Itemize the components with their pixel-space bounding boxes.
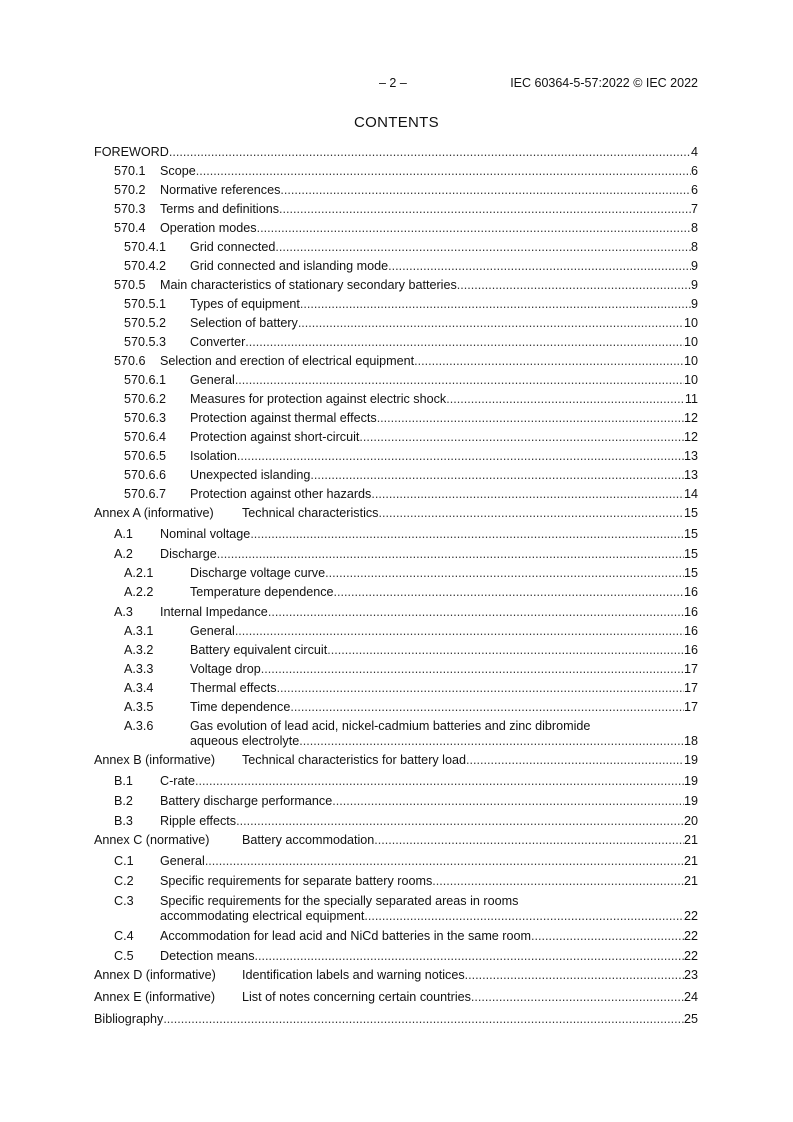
toc-entry-page: 9 xyxy=(690,259,698,273)
toc-entry-number: A.1 xyxy=(114,527,133,541)
toc-entry-title: Discharge voltage curve xyxy=(190,566,326,580)
toc-entry[interactable] xyxy=(94,221,698,236)
leader-dots xyxy=(245,335,684,350)
leader-dots xyxy=(531,929,684,944)
toc-entry-number: Annex B (informative) xyxy=(94,753,216,767)
page-number: – 2 – xyxy=(379,76,407,90)
toc-entry-number: B.3 xyxy=(114,814,133,828)
toc-entry[interactable] xyxy=(94,894,698,924)
toc-entry-page: 22 xyxy=(683,909,698,923)
toc-entry-page: 6 xyxy=(690,183,698,197)
table-of-contents xyxy=(94,145,698,1027)
leader-dots xyxy=(277,681,684,696)
toc-entry-title: Nominal voltage xyxy=(160,527,251,541)
toc-entry-number: Annex C (normative) xyxy=(94,833,210,847)
leader-dots xyxy=(235,624,684,639)
toc-entry-page: 17 xyxy=(683,662,698,676)
toc-entry[interactable] xyxy=(94,240,698,255)
toc-entry-page: 18 xyxy=(683,734,698,748)
toc-entry-page: 12 xyxy=(683,430,698,444)
leader-dots xyxy=(300,297,691,312)
toc-entry-number: Annex E (informative) xyxy=(94,990,216,1004)
toc-entry-title: Specific requirements for the specially separated areas in rooms xyxy=(160,894,519,908)
toc-entry-title: Identification labels and warning notices xyxy=(242,968,465,982)
toc-entry-title: Normative references xyxy=(160,183,281,197)
toc-entry-title: Time dependence xyxy=(190,700,291,714)
toc-entry[interactable] xyxy=(94,794,698,809)
toc-entry-page: 24 xyxy=(683,990,698,1004)
toc-entry[interactable] xyxy=(94,874,698,889)
toc-entry-page: 25 xyxy=(683,1012,698,1026)
toc-entry-number: 570.5.3 xyxy=(124,335,167,349)
toc-entry-title: Battery equivalent circuit xyxy=(190,643,328,657)
toc-entry[interactable] xyxy=(94,643,698,658)
toc-entry-page: 19 xyxy=(683,774,698,788)
leader-dots xyxy=(371,487,684,502)
toc-entry-title: Selection of battery xyxy=(190,316,298,330)
toc-entry-number: A.3.6 xyxy=(124,719,154,733)
leader-dots xyxy=(290,700,684,715)
document-id: IEC 60364-5-57:2022 © IEC 2022 xyxy=(510,76,698,90)
leader-dots xyxy=(195,774,684,789)
toc-entry-page: 19 xyxy=(683,794,698,808)
toc-entry-title: Measures for protection against electric shock xyxy=(190,392,447,406)
toc-entry[interactable] xyxy=(94,430,698,445)
leader-dots xyxy=(196,164,691,179)
toc-entry-number: 570.6.1 xyxy=(124,373,167,387)
toc-entry-number: 570.6.7 xyxy=(124,487,167,501)
toc-entry[interactable] xyxy=(94,605,698,620)
toc-entry-number: A.3 xyxy=(114,605,133,619)
leader-dots xyxy=(414,354,684,369)
toc-entry-page: 16 xyxy=(683,585,698,599)
leader-dots xyxy=(279,202,691,217)
toc-entry-number: C.5 xyxy=(114,949,134,963)
toc-entry[interactable] xyxy=(94,753,698,768)
toc-entry-number: A.2.2 xyxy=(124,585,154,599)
toc-entry[interactable] xyxy=(94,990,698,1005)
toc-entry-number: 570.6.4 xyxy=(124,430,167,444)
toc-entry[interactable] xyxy=(94,854,698,869)
toc-entry-number: 570.6.5 xyxy=(124,449,167,463)
toc-entry-title: Scope xyxy=(160,164,196,178)
leader-dots xyxy=(261,662,684,677)
leader-dots xyxy=(298,316,684,331)
toc-entry[interactable] xyxy=(94,259,698,274)
toc-entry[interactable] xyxy=(94,566,698,581)
toc-entry-number: A.3.5 xyxy=(124,700,154,714)
toc-entry-page: 19 xyxy=(683,753,698,767)
leader-dots xyxy=(280,183,691,198)
toc-entry-title: Grid connected and islanding mode xyxy=(190,259,389,273)
leader-dots xyxy=(359,430,684,445)
toc-entry-page: 15 xyxy=(683,547,698,561)
leader-dots xyxy=(465,968,684,983)
toc-entry[interactable] xyxy=(94,527,698,542)
leader-dots xyxy=(457,278,691,293)
leader-dots xyxy=(334,585,684,600)
leader-dots xyxy=(169,145,691,160)
leader-dots xyxy=(388,259,691,274)
toc-entry-number: A.3.3 xyxy=(124,662,154,676)
toc-entry[interactable] xyxy=(94,449,698,464)
leader-dots xyxy=(237,449,684,464)
toc-entry-page: 11 xyxy=(684,392,698,406)
toc-entry-page: 22 xyxy=(683,949,698,963)
toc-entry-number: 570.6.2 xyxy=(124,392,167,406)
toc-entry[interactable] xyxy=(94,700,698,715)
toc-entry-title: General xyxy=(190,373,235,387)
toc-entry-title: Accommodation for lead acid and NiCd batteries in the same room xyxy=(160,929,531,943)
toc-entry-page: 4 xyxy=(690,145,698,159)
toc-entry[interactable] xyxy=(94,183,698,198)
toc-entry-number: B.2 xyxy=(114,794,133,808)
leader-dots xyxy=(364,909,684,924)
toc-entry-page: 13 xyxy=(683,449,698,463)
toc-entry[interactable] xyxy=(94,373,698,388)
toc-entry-page: 10 xyxy=(683,373,698,387)
toc-entry[interactable] xyxy=(94,719,698,749)
toc-entry-page: 12 xyxy=(683,411,698,425)
toc-entry-page: 7 xyxy=(690,202,698,216)
toc-entry-number: C.2 xyxy=(114,874,134,888)
toc-entry-title: Unexpected islanding xyxy=(190,468,311,482)
toc-entry-title: Types of equipment xyxy=(190,297,300,311)
toc-entry-page: 17 xyxy=(683,700,698,714)
toc-entry[interactable] xyxy=(94,335,698,350)
toc-entry-title: Protection against short-circuit xyxy=(190,430,360,444)
toc-entry[interactable] xyxy=(94,585,698,600)
toc-entry-title: General xyxy=(190,624,235,638)
toc-entry[interactable] xyxy=(94,624,698,639)
leader-dots xyxy=(163,1012,684,1027)
leader-dots xyxy=(466,753,684,768)
toc-entry-number: A.3.2 xyxy=(124,643,154,657)
toc-entry-title: Bibliography xyxy=(94,1012,164,1026)
toc-entry-title: Technical characteristics for battery load xyxy=(242,753,466,767)
toc-entry-title: Battery discharge performance xyxy=(160,794,333,808)
toc-entry-title: Main characteristics of stationary secondary batteries xyxy=(160,278,457,292)
toc-entry[interactable] xyxy=(94,411,698,426)
toc-entry-title: Selection and erection of electrical equipment xyxy=(160,354,415,368)
toc-entry-title-continued: aqueous electrolyte xyxy=(190,734,300,748)
toc-entry-number: C.3 xyxy=(114,894,134,908)
toc-entry-number: 570.5 xyxy=(114,278,146,292)
toc-entry-title: Discharge xyxy=(160,547,217,561)
toc-entry-page: 10 xyxy=(683,316,698,330)
toc-entry[interactable] xyxy=(94,468,698,483)
toc-entry[interactable] xyxy=(94,1012,698,1027)
toc-entry[interactable] xyxy=(94,278,698,293)
toc-entry-title: Converter xyxy=(190,335,246,349)
toc-entry-number: 570.5.1 xyxy=(124,297,167,311)
toc-entry[interactable] xyxy=(94,392,698,407)
toc-entry[interactable] xyxy=(94,164,698,179)
toc-entry[interactable] xyxy=(94,547,698,562)
toc-entry-title-continued: accommodating electrical equipment xyxy=(160,909,365,923)
toc-entry[interactable] xyxy=(94,774,698,789)
toc-entry-title: Technical characteristics xyxy=(242,506,379,520)
toc-entry-number: B.1 xyxy=(114,774,133,788)
toc-entry-number: A.3.4 xyxy=(124,681,154,695)
leader-dots xyxy=(310,468,684,483)
toc-entry[interactable] xyxy=(94,949,698,964)
toc-entry-page: 21 xyxy=(683,874,698,888)
page-title: CONTENTS xyxy=(354,114,439,131)
leader-dots xyxy=(327,643,684,658)
leader-dots xyxy=(332,794,684,809)
leader-dots xyxy=(235,373,684,388)
leader-dots xyxy=(205,854,684,869)
toc-entry-title: Detection means xyxy=(160,949,255,963)
leader-dots xyxy=(236,814,684,829)
toc-entry-number: 570.2 xyxy=(114,183,146,197)
leader-dots xyxy=(275,240,691,255)
toc-entry-page: 10 xyxy=(683,354,698,368)
toc-entry-title: Terms and definitions xyxy=(160,202,280,216)
toc-entry[interactable] xyxy=(94,487,698,502)
leader-dots xyxy=(377,411,684,426)
toc-entry-number: 570.6.6 xyxy=(124,468,167,482)
toc-entry[interactable] xyxy=(94,833,698,848)
toc-entry[interactable] xyxy=(94,662,698,677)
toc-entry[interactable] xyxy=(94,316,698,331)
leader-dots xyxy=(268,605,684,620)
toc-entry-number: 570.6.3 xyxy=(124,411,167,425)
toc-entry-page: 14 xyxy=(683,487,698,501)
toc-entry-page: 22 xyxy=(683,929,698,943)
toc-entry-page: 8 xyxy=(690,240,698,254)
toc-entry-number: 570.4 xyxy=(114,221,146,235)
toc-entry[interactable] xyxy=(94,297,698,312)
leader-dots xyxy=(374,833,684,848)
toc-entry-number: 570.1 xyxy=(114,164,146,178)
leader-dots xyxy=(432,874,684,889)
toc-entry-page: 16 xyxy=(683,643,698,657)
toc-entry-title: Operation modes xyxy=(160,221,257,235)
toc-entry-page: 6 xyxy=(690,164,698,178)
leader-dots xyxy=(378,506,684,521)
toc-entry-number: Annex A (informative) xyxy=(94,506,214,520)
toc-entry[interactable] xyxy=(94,354,698,369)
toc-entry-title: Battery accommodation xyxy=(242,833,375,847)
toc-entry-page: 9 xyxy=(690,278,698,292)
toc-entry-page: 13 xyxy=(683,468,698,482)
toc-entry-number: C.4 xyxy=(114,929,134,943)
toc-entry-page: 16 xyxy=(683,605,698,619)
leader-dots xyxy=(250,527,684,542)
toc-entry-page: 10 xyxy=(683,335,698,349)
toc-entry[interactable] xyxy=(94,202,698,217)
toc-entry[interactable] xyxy=(94,145,698,160)
toc-entry-title: Ripple effects xyxy=(160,814,237,828)
leader-dots xyxy=(325,566,684,581)
toc-entry-number: C.1 xyxy=(114,854,134,868)
toc-entry-page: 23 xyxy=(683,968,698,982)
toc-entry-page: 15 xyxy=(683,566,698,580)
leader-dots xyxy=(255,949,684,964)
toc-entry-number: A.2.1 xyxy=(124,566,154,580)
toc-entry-page: 15 xyxy=(683,527,698,541)
toc-entry-number: 570.4.2 xyxy=(124,259,167,273)
toc-entry-number: A.3.1 xyxy=(124,624,154,638)
toc-entry-number: A.2 xyxy=(114,547,133,561)
toc-entry-page: 20 xyxy=(683,814,698,828)
toc-entry-page: 9 xyxy=(690,297,698,311)
toc-entry[interactable] xyxy=(94,968,698,983)
toc-entry-title: Voltage drop xyxy=(190,662,261,676)
toc-entry-title: Internal Impedance xyxy=(160,605,268,619)
leader-dots xyxy=(471,990,684,1005)
toc-entry[interactable] xyxy=(94,814,698,829)
leader-dots xyxy=(257,221,691,236)
toc-entry-title: General xyxy=(160,854,205,868)
toc-entry-number: 570.4.1 xyxy=(124,240,167,254)
toc-entry-page: 15 xyxy=(683,506,698,520)
toc-entry-title: Thermal effects xyxy=(190,681,277,695)
toc-entry-title: C-rate xyxy=(160,774,195,788)
toc-entry-number: 570.3 xyxy=(114,202,146,216)
toc-entry-number: 570.5.2 xyxy=(124,316,167,330)
toc-entry-page: 21 xyxy=(683,833,698,847)
toc-entry-number: 570.6 xyxy=(114,354,146,368)
toc-entry-page: 17 xyxy=(683,681,698,695)
toc-entry-page: 8 xyxy=(690,221,698,235)
toc-entry-page: 21 xyxy=(683,854,698,868)
toc-entry-number: Annex D (informative) xyxy=(94,968,216,982)
toc-entry-title: Isolation xyxy=(190,449,237,463)
toc-entry-title: Gas evolution of lead acid, nickel-cadmium batteries and zinc dibromide xyxy=(190,719,591,733)
toc-entry[interactable] xyxy=(94,681,698,696)
leader-dots xyxy=(299,734,684,749)
toc-entry-title: Grid connected xyxy=(190,240,276,254)
toc-entry-title: Temperature dependence xyxy=(190,585,334,599)
toc-entry-title: List of notes concerning certain countries xyxy=(242,990,471,1004)
leader-dots xyxy=(446,392,685,407)
toc-entry-title: FOREWORD xyxy=(94,145,169,159)
toc-entry-title: Protection against thermal effects xyxy=(190,411,377,425)
toc-entry-title: Specific requirements for separate battery rooms xyxy=(160,874,433,888)
toc-entry-page: 16 xyxy=(683,624,698,638)
toc-entry[interactable] xyxy=(94,506,698,521)
leader-dots xyxy=(217,547,684,562)
page-header xyxy=(94,76,698,92)
toc-entry-title: Protection against other hazards xyxy=(190,487,372,501)
toc-entry[interactable] xyxy=(94,929,698,944)
